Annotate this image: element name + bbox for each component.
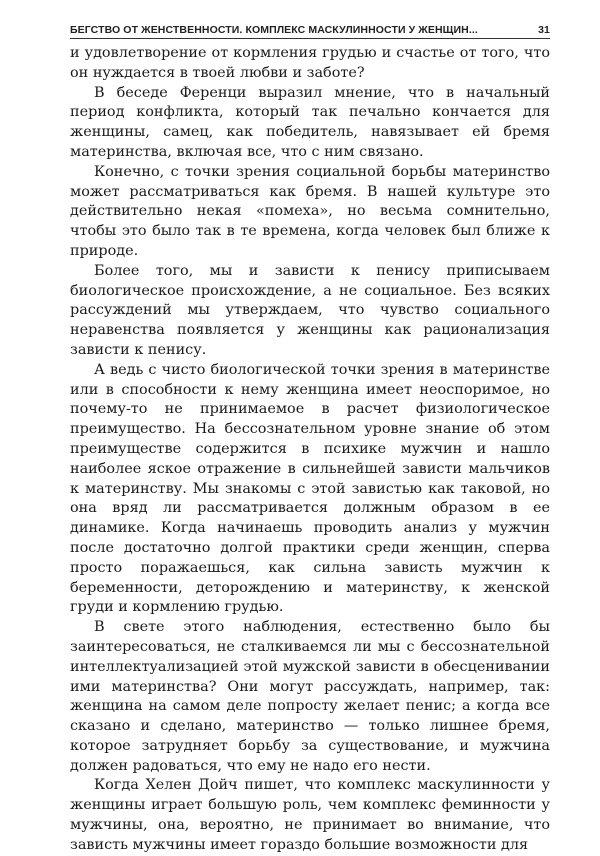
paragraph: Когда Хелен Дойч пишет, что комплекс маскулинности у женщины играет большую роль, чем комплекс феминности у мужчины, она, вероятно, не принимает во внимание, что зависть мужчины имеет гораздо большие возможности для xyxy=(70,777,550,853)
running-header xyxy=(70,14,550,36)
header-divider xyxy=(70,38,550,39)
paragraph: Конечно, с точки зрения социальной борьбы материнство может рассматриваться как бремя. В нашей культуре это действительно некая «помеха», но весьма сомнительно, чтобы это было так в те времена, когда человек был ближе к природе. xyxy=(70,163,550,259)
paragraph: Более того, мы и зависти к пенису приписываем биологическое происхождение, а не социальное. Без всяких рассуждений мы утверждаем, что чувство социального неравенства появляется у женщины как рационализация зависти к пенису. xyxy=(70,262,550,358)
paragraph: В беседе Ференци выразил мнение, что в начальный период конфликта, который так печально кончается для женщины, самец, как победитель, навязывает ей бремя материнства, включая все, что с ним связано. xyxy=(70,84,550,160)
body-text xyxy=(70,44,550,856)
running-title: БЕГСТВО ОТ ЖЕНСТВЕННОСТИ. КОМПЛЕКС МАСКУЛИННОСТИ У ЖЕНЩИН... xyxy=(70,24,478,36)
page-number: 31 xyxy=(538,24,550,36)
paragraph: В свете этого наблюдения, естественно было бы заинтересоваться, не сталкиваемся ли мы с бессознательной интеллектуализацией этой мужской зависти в обесценивании ими материнства? Они могут рассуждать, например, так: женщина на самом деле попросту желает пенис; а когда все сказано и сделано, материнство — только лишнее бремя, которое затрудняет борьбу за существование, и мужчина должен радоваться, что ему не надо его нести. xyxy=(70,619,550,774)
paragraph: А ведь с чисто биологической точки зрения в материнстве или в способности к нему женщина имеет неоспоримое, но почему-то не принимаемое в расчет физиологическое преимущество. На бессознательном уровне знание об этом преимуществе содержится в психике мужчин и нашло наиболее яское отражение в сильнейшей зависти мальчиков к материнству. Мы знакомы с этой завистью как таковой, но она вряд ли рассматривается должным образом в ее динамике. Когда начинаешь проводить анализ у мужчин после достаточно долгой практики среди женщин, сперва просто поражаешься, как сильна зависть мужчин к беременности, деторождению и материнству, к женской груди и кормлению грудью. xyxy=(70,361,550,616)
paragraph: и удовлетворение от кормления грудью и счастье от того, что он нуждается в твоей любви и заботе? xyxy=(70,45,550,81)
